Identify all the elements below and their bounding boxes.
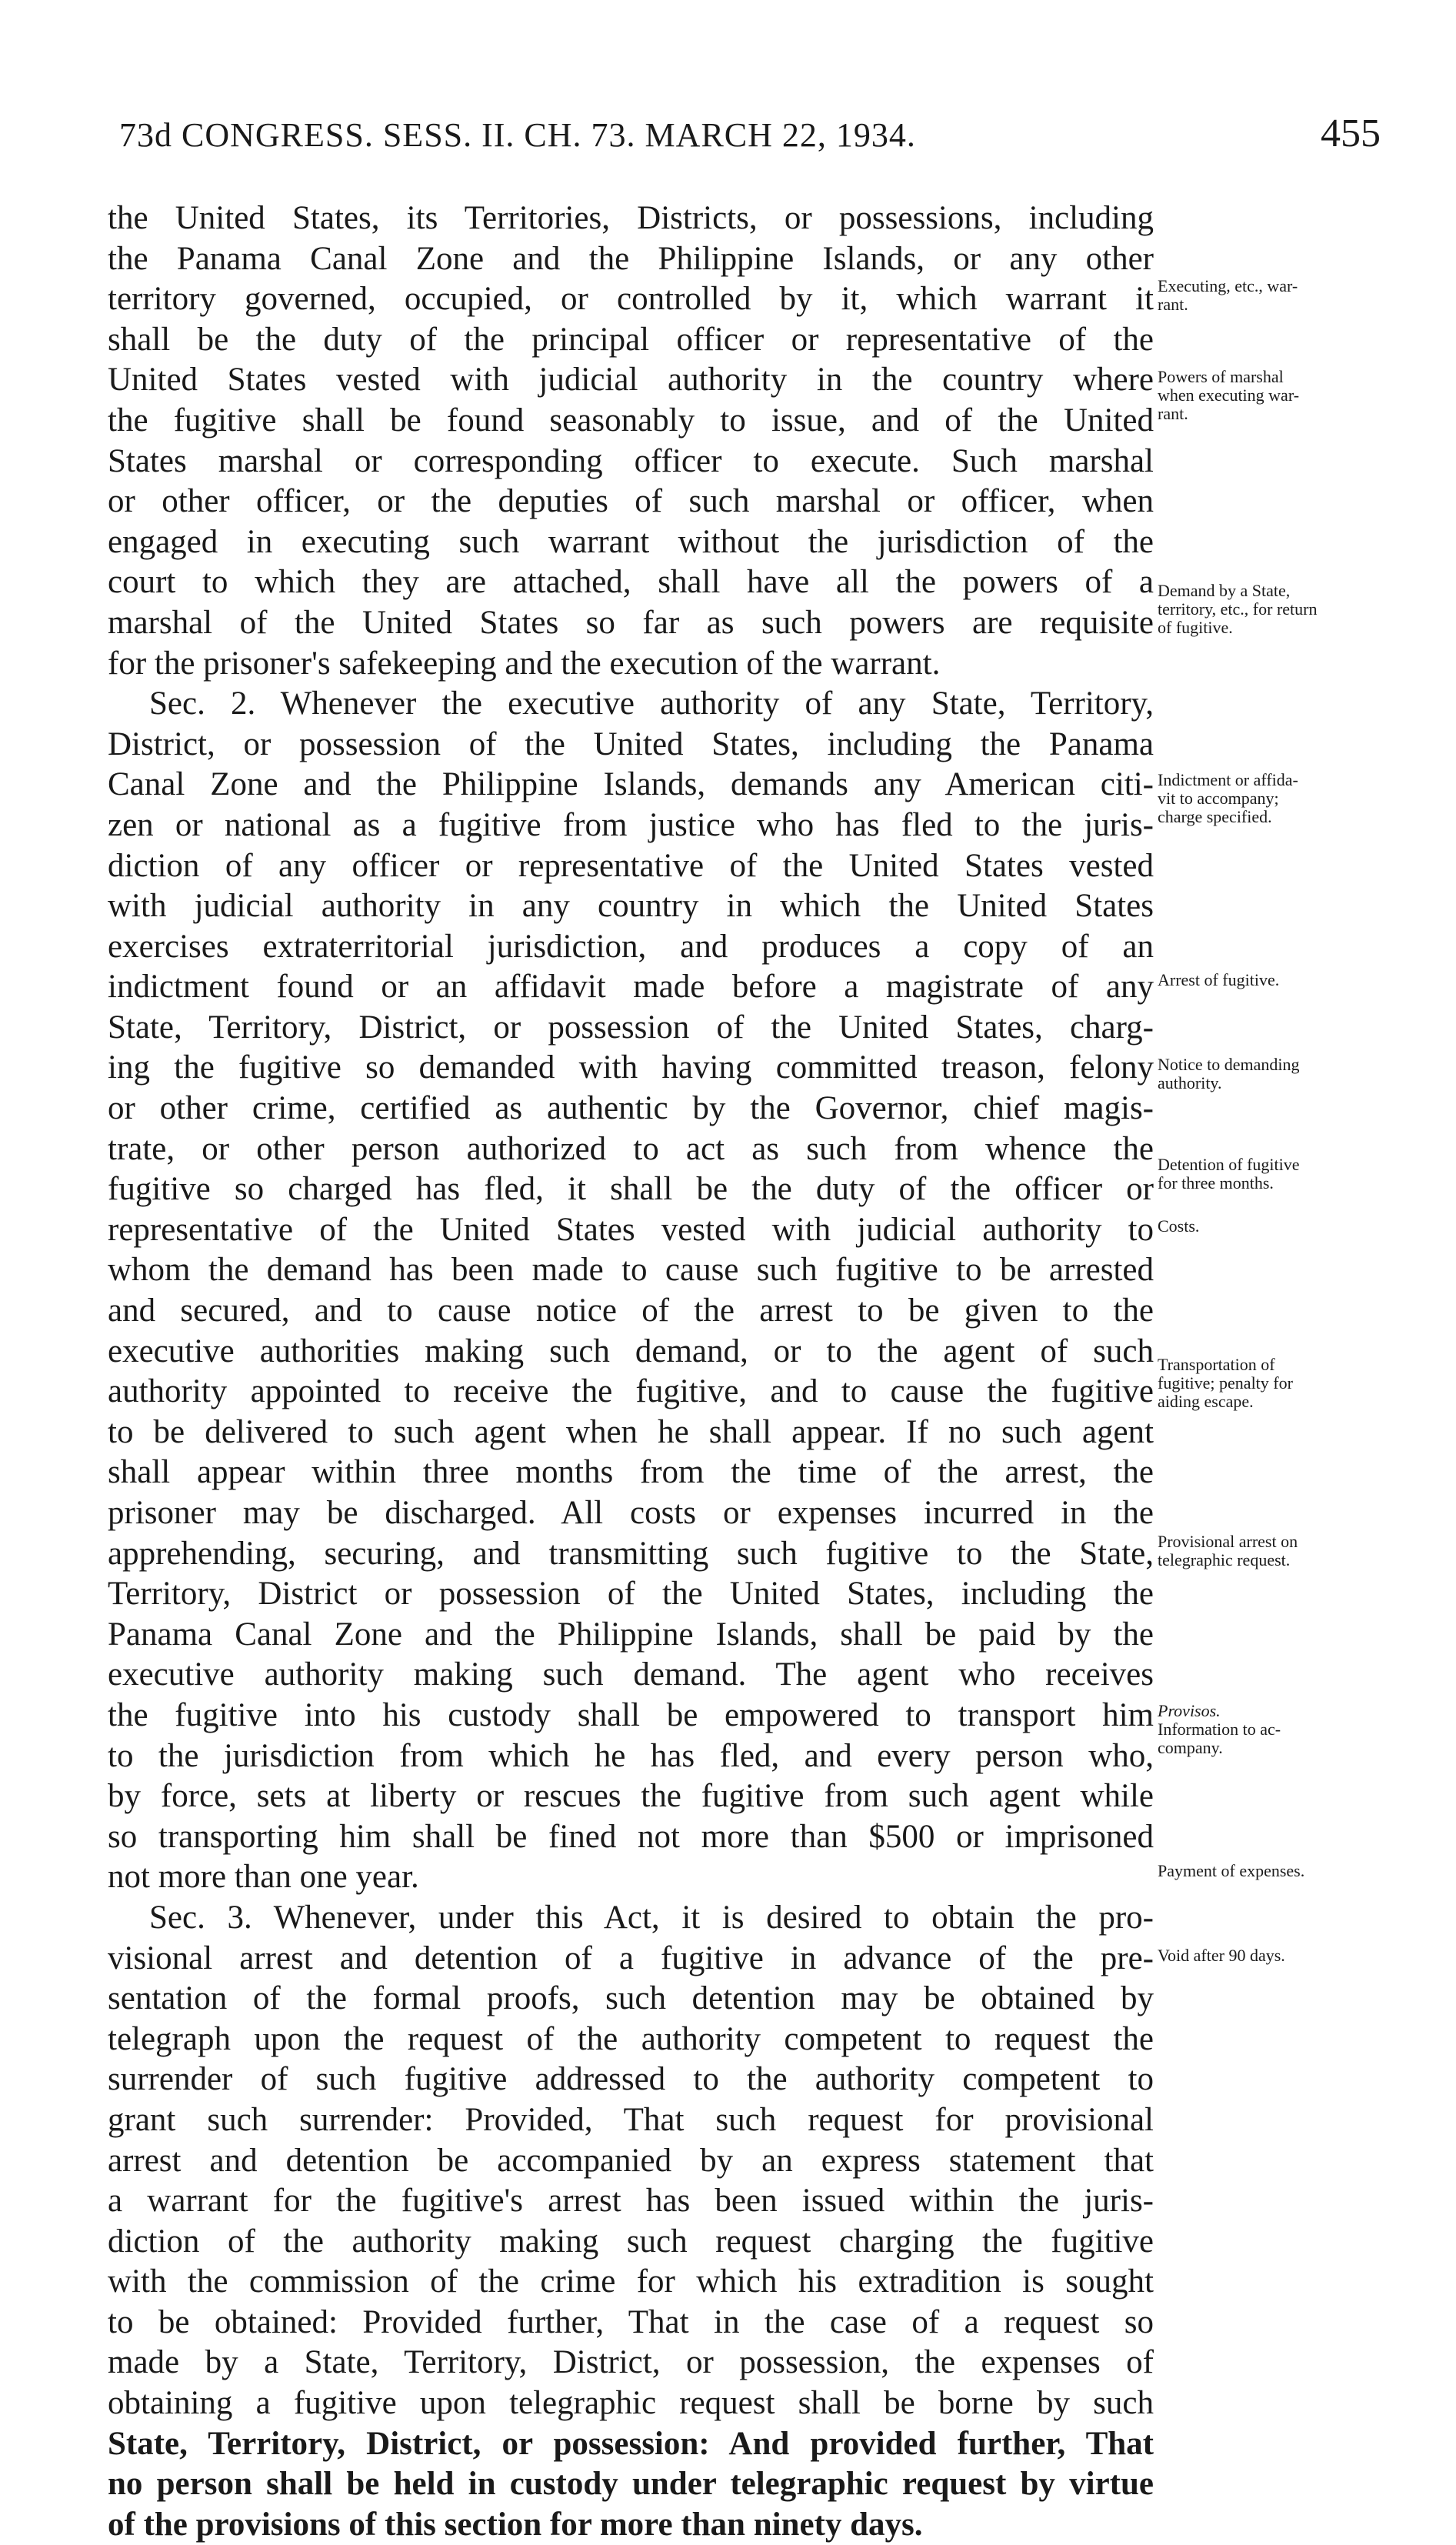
text-line: obtaining a fugitive upon telegraphic request shall be borne by such: [108, 2385, 1154, 2422]
text-line: to be obtained: Provided further, That in the case of a request so: [108, 2303, 1154, 2340]
margin-note-void-after-90-days: [1158, 1946, 1411, 1965]
text-line: of the provisions of this section for more than ninety days.: [108, 2506, 923, 2543]
text-line: apprehending, securing, and transmitting such fugitive to the State,: [108, 1535, 1154, 1572]
text-line: fugitive so charged has fled, it shall be the duty of the officer or: [108, 1171, 1154, 1208]
text-line: the fugitive shall be found seasonably to issue, and of the United: [108, 402, 1154, 439]
margin-note-line: Executing, etc., war-: [1158, 276, 1298, 295]
text-line: or other officer, or the deputies of such marshal or officer, when: [108, 483, 1154, 520]
margin-note-line: vit to accompany;: [1158, 789, 1279, 808]
text-line: State, Territory, District, or possession: And provided further, That: [108, 2425, 1154, 2462]
margin-note-line: Provisional arrest on: [1158, 1532, 1298, 1551]
text-line: visional arrest and detention of a fugitive in advance of the pre-: [108, 1940, 1154, 1976]
text-line: surrender of such fugitive addressed to the authority competent to: [108, 2061, 1154, 2098]
margin-note-line: Information to ac-: [1158, 1719, 1281, 1739]
text-line: trate, or other person authorized to act as such from whence the: [108, 1130, 1154, 1167]
margin-note-line: company.: [1158, 1738, 1223, 1757]
margin-note-line: Void after 90 days.: [1158, 1946, 1285, 1965]
margin-note-line: rant.: [1158, 404, 1188, 423]
section-3-start: Sec. 3. Whenever, under this Act, it is desired to obtain the pro-: [149, 1899, 1154, 1936]
text-line: ing the fugitive so demanded with having committed treason, felony: [108, 1049, 1154, 1086]
text-line: no person shall be held in custody under telegraphic request by virtue: [108, 2466, 1154, 2503]
text-line: grant such surrender: Provided, That such request for provisional: [108, 2101, 1154, 2138]
text-line: prisoner may be discharged. All costs or expenses incurred in the: [108, 1495, 1154, 1531]
text-line: territory governed, occupied, or controlled by it, which warrant it: [108, 281, 1154, 318]
text-line: United States vested with judicial authority in the country where: [108, 362, 1154, 399]
text-line: the Panama Canal Zone and the Philippine Islands, or any other: [108, 240, 1154, 277]
margin-note-line: Payment of expenses.: [1158, 1861, 1305, 1880]
text-line: shall be the duty of the principal officer or representative of the: [108, 321, 1154, 358]
text-line: not more than one year.: [108, 1859, 419, 1896]
text-line: executive authority making such demand. The agent who receives: [108, 1656, 1154, 1693]
margin-note-line: Demand by a State,: [1158, 581, 1291, 600]
text-line: so transporting him shall be fined not more than $500 or imprisoned: [108, 1818, 1154, 1855]
text-line: the fugitive into his custody shall be empowered to transport him: [108, 1696, 1154, 1733]
text-line: telegraph upon the request of the authority competent to request the: [108, 2020, 1154, 2057]
text-line: Territory, District or possession of the United States, including the: [108, 1576, 1154, 1613]
text-line: representative of the United States vested with judicial authority to: [108, 1211, 1154, 1248]
margin-note-powers-of-marshal: [1158, 368, 1411, 423]
text-line: for the prisoner's safekeeping and the execution of the warrant.: [108, 645, 941, 682]
margin-note-indictment-or-affidavit: [1158, 771, 1411, 826]
text-line: indictment found or an affidavit made before a magistrate of any: [108, 969, 1154, 1006]
text-line: exercises extraterritorial jurisdiction, and produces a copy of an: [108, 928, 1154, 965]
margin-note-line: rant.: [1158, 295, 1188, 314]
margin-note-arrest-of-fugitive: [1158, 971, 1411, 989]
margin-note-line: telegraphic request.: [1158, 1550, 1291, 1569]
margin-note-line: for three months.: [1158, 1173, 1274, 1192]
margin-note-transportation: [1158, 1356, 1411, 1411]
text-line: sentation of the formal proofs, such detention may be obtained by: [108, 1980, 1154, 2017]
text-line: States marshal or corresponding officer to execute. Such marshal: [108, 442, 1154, 479]
statute-text: [108, 198, 1154, 2545]
margin-note-line: fugitive; penalty for: [1158, 1373, 1293, 1393]
text-line: engaged in executing such warrant without the jurisdiction of the: [108, 523, 1154, 560]
margin-note-executing-warrant: [1158, 277, 1411, 314]
margin-note-detention-three-months: [1158, 1156, 1411, 1192]
text-line: with the commission of the crime for which his extradition is sought: [108, 2263, 1154, 2300]
margin-note-provisos: [1158, 1702, 1411, 1757]
text-line: whom the demand has been made to cause such fugitive to be arrested: [108, 1252, 1154, 1289]
margin-note-line: authority.: [1158, 1073, 1222, 1092]
text-line: or other crime, certified as authentic by the Governor, chief magis-: [108, 1090, 1154, 1127]
margin-note-line: Costs.: [1158, 1216, 1200, 1236]
margin-note-line: of fugitive.: [1158, 618, 1233, 637]
margin-note-line: Transportation of: [1158, 1355, 1275, 1374]
margin-note-payment-of-expenses: [1158, 1862, 1411, 1880]
margin-note-line: Notice to demanding: [1158, 1055, 1300, 1074]
margin-note-demand-by-state: [1158, 582, 1411, 637]
text-line: zen or national as a fugitive from justice who has fled to the juris-: [108, 806, 1154, 843]
text-line: arrest and detention be accompanied by an express statement that: [108, 2142, 1154, 2179]
margin-note-line: when executing war-: [1158, 385, 1300, 405]
running-header: [119, 112, 1381, 169]
text-line: diction of the authority making such request charging the fugitive: [108, 2223, 1154, 2260]
text-line: Panama Canal Zone and the Philippine Islands, shall be paid by the: [108, 1616, 1154, 1653]
text-line: District, or possession of the United States, including the Panama: [108, 725, 1154, 762]
text-line: marshal of the United States so far as such powers are requisite: [108, 604, 1154, 641]
text-line: with judicial authority in any country in which the United States: [108, 888, 1154, 925]
margin-note-line: Indictment or affida-: [1158, 770, 1298, 789]
margin-note-line: Detention of fugitive: [1158, 1155, 1300, 1174]
text-line: to be delivered to such agent when he shall appear. If no such agent: [108, 1413, 1154, 1450]
margin-note-line: aiding escape.: [1158, 1392, 1254, 1411]
margin-note-line: Powers of marshal: [1158, 367, 1284, 386]
text-line: court to which they are attached, shall have all the powers of a: [108, 564, 1154, 601]
margin-note-provisional-arrest: [1158, 1533, 1411, 1569]
margin-note-costs: [1158, 1217, 1411, 1236]
text-line: and secured, and to cause notice of the arrest to be given to the: [108, 1293, 1154, 1329]
margin-note-notice-to-authority: [1158, 1056, 1411, 1092]
margin-note-line: territory, etc., for return: [1158, 599, 1318, 619]
text-line: diction of any officer or representative of the United States vested: [108, 847, 1154, 884]
session-chapter-date: 73d CONGRESS. SESS. II. CH. 73. MARCH 22, 1934.: [119, 116, 916, 154]
section-2-start: Sec. 2. Whenever the executive authority of any State, Territory,: [149, 685, 1154, 722]
text-line: executive authorities making such demand, or to the agent of such: [108, 1333, 1154, 1369]
text-line: authority appointed to receive the fugitive, and to cause the fugitive: [108, 1373, 1154, 1410]
text-line: Canal Zone and the Philippine Islands, demands any American citi-: [108, 766, 1154, 803]
margin-note-line: charge specified.: [1158, 807, 1272, 826]
page-number: 455: [1321, 112, 1381, 155]
text-line: State, Territory, District, or possession of the United States, charg-: [108, 1009, 1154, 1046]
text-line: the United States, its Territories, Districts, or possessions, including: [108, 200, 1154, 236]
margin-note-line: Arrest of fugitive.: [1158, 970, 1280, 989]
margin-note-line: Provisos.: [1158, 1701, 1221, 1720]
text-line: a warrant for the fugitive's arrest has been issued within the juris-: [108, 2183, 1154, 2220]
text-line: to the jurisdiction from which he has fled, and every person who,: [108, 1737, 1154, 1774]
text-line: by force, sets at liberty or rescues the fugitive from such agent while: [108, 1778, 1154, 1815]
text-line: made by a State, Territory, District, or possession, the expenses of: [108, 2344, 1154, 2381]
text-line: shall appear within three months from the time of the arrest, the: [108, 1454, 1154, 1491]
